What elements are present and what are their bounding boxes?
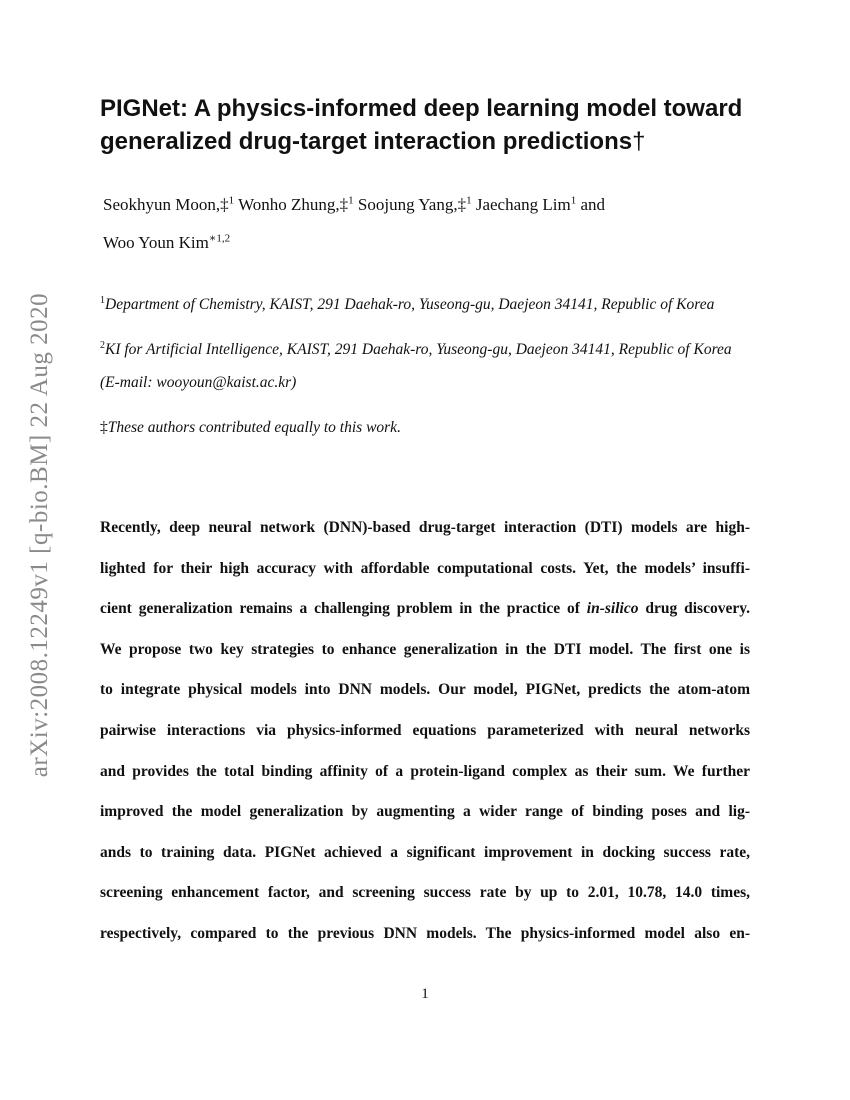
author-connector: and (580, 195, 606, 214)
abstract-line: respectively, compared to the previous DNN models. The physics-informed model also en- (100, 924, 750, 942)
author-name: Woo Youn Kim (103, 233, 209, 252)
title-line-1: PIGNet: A physics-informed deep learning model toward (100, 95, 743, 122)
abstract-text: cient generalization remains a challenging problem in the practice of (100, 600, 587, 618)
abstract-line: ands to training data. PIGNet achieved a significant improvement in docking success rate, (100, 843, 750, 861)
author-mark: ‡ (457, 195, 467, 214)
affiliation-sup: 1 (100, 294, 105, 306)
author-mark: ‡ (220, 195, 229, 214)
author-name: Soojung Yang, (357, 195, 458, 214)
abstract-line: We propose two key strategies to enhance generalization in the DTI model. The first one is (100, 640, 750, 658)
affiliation-text: KI for Artificial Intelligence, KAIST, 291 Daehak-ro, Yuseong-gu, Daejeon 34141, Republic of Korea (E-mail: wooyoun@kaist.ac.kr) (100, 341, 732, 391)
abstract-line: improved the model generalization by augmenting a wider range of binding poses and lig- (100, 803, 750, 821)
equal-contribution-mark: ‡ (100, 419, 108, 436)
author-name: Seokhyun Moon, (103, 195, 221, 214)
title-dagger: † (632, 128, 646, 155)
author-list (103, 186, 753, 262)
author-affil-sup: 1 (228, 194, 235, 207)
abstract-text: drug discovery. (638, 600, 750, 618)
arxiv-stamp: arXiv:2008.12249v1 [q-bio.BM] 22 Aug 2020 (26, 292, 53, 778)
equal-contribution-note (100, 411, 755, 444)
author-name: Jaechang Lim (475, 195, 571, 214)
equal-contribution-text: These authors contributed equally to this work. (107, 419, 401, 436)
abstract-line: pairwise interactions via physics-informed equations parameterized with neural networks (100, 721, 750, 739)
author-affil-sup: ∗1,2 (208, 232, 231, 245)
affiliation-text: Department of Chemistry, KAIST, 291 Daehak-ro, Yuseong-gu, Daejeon 34141, Republic of Korea (105, 296, 715, 313)
author-name: Wonho Zhung, (238, 195, 340, 214)
abstract (100, 516, 750, 963)
title-line-2: generalized drug-target interaction predictions (100, 128, 633, 155)
paper-title (100, 92, 760, 158)
author-affil-sup: 1 (348, 194, 354, 207)
author-affil-sup: 1 (570, 194, 577, 207)
abstract-line: and provides the total binding affinity of a protein-ligand complex as their sum. We further (100, 762, 750, 780)
abstract-line: to integrate physical models into DNN models. Our model, PIGNet, predicts the atom-atom (100, 681, 750, 699)
affiliations (100, 288, 755, 456)
affiliation-2 (100, 333, 755, 399)
abstract-line: screening enhancement factor, and screening success rate by up to 2.01, 10.78, 14.0 times, (100, 884, 750, 902)
author-affil-sup: 1 (466, 194, 472, 207)
abstract-emphasis: in-silico (586, 600, 639, 618)
abstract-line (100, 597, 750, 638)
author-mark: ‡ (339, 195, 349, 214)
page-number: 1 (421, 986, 429, 1002)
abstract-line: lighted for their high accuracy with affordable computational costs. Yet, the models’ insuffi- (100, 559, 750, 577)
affiliation-sup: 2 (100, 339, 105, 351)
abstract-line: Recently, deep neural network (DNN)-based drug-target interaction (DTI) models are high- (100, 519, 750, 536)
affiliation-1 (100, 288, 755, 321)
